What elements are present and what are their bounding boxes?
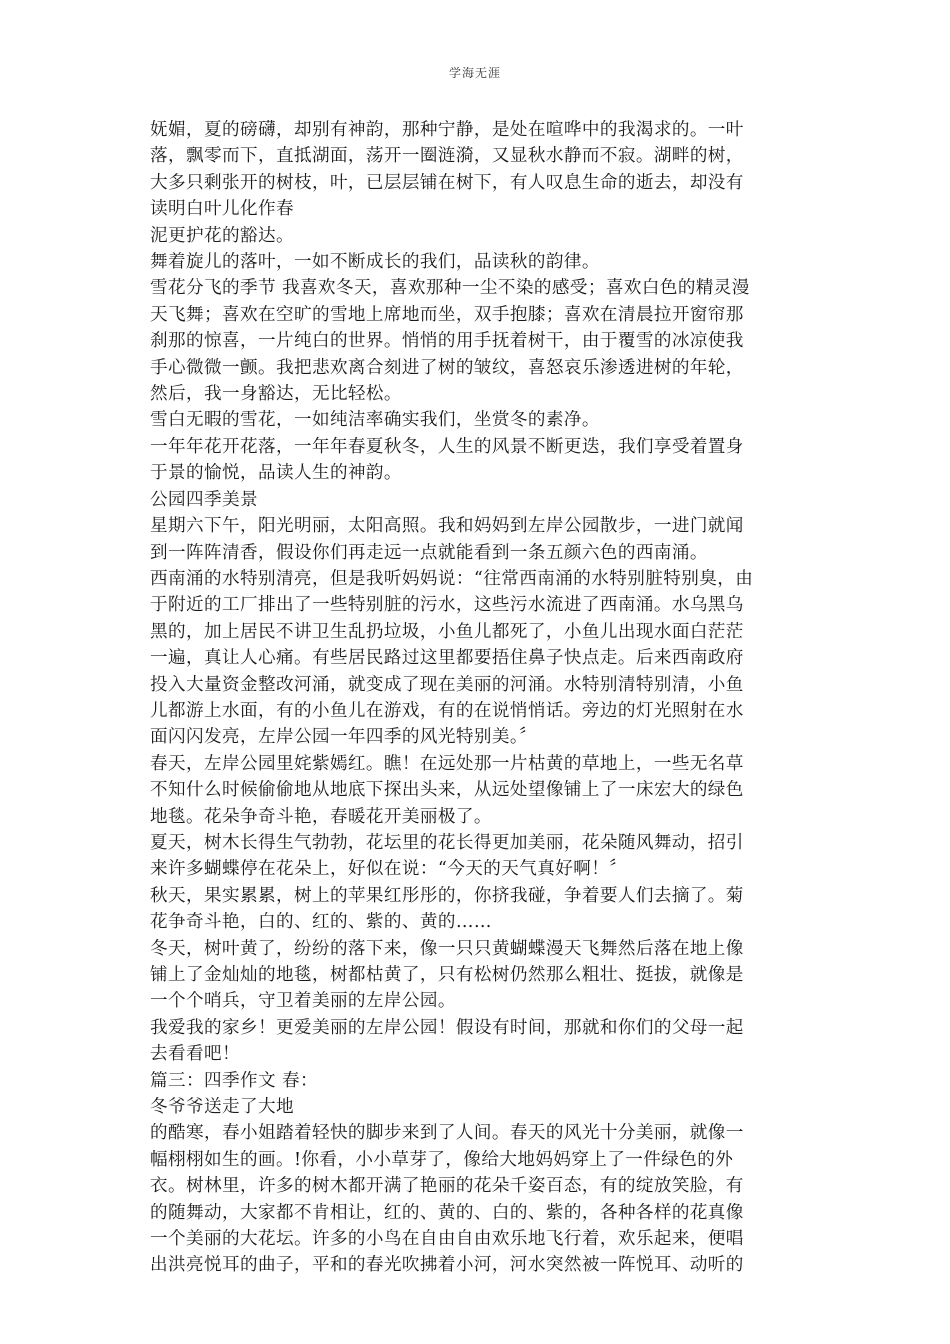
text-line: 雪白无暇的雪花，一如纯洁率确实我们，坐赏冬的素净。	[150, 410, 600, 431]
text-line: 泥更护花的豁达。	[150, 225, 294, 246]
text-line: 冬天，树叶黄了，纷纷的落下来，像一只只黄蝴蝶漫天飞舞然后落在地上像	[150, 938, 744, 959]
text-line: 舞着旋儿的落叶，一如不断成长的我们，品读秋的韵律。	[150, 252, 600, 273]
document-body	[150, 117, 790, 1279]
text-line: 天飞舞；喜欢在空旷的雪地上席地而坐，双手抱膝；喜欢在清晨拉开窗帘那	[150, 304, 744, 325]
text-line: 大多只剩张开的树枝，叶，已层层铺在树下，有人叹息生命的逝去，却没有	[150, 172, 744, 193]
text-line: 不知什么时候偷偷地从地底下探出头来，从远处望像铺上了一床宏大的绿色	[150, 780, 744, 801]
text-line: 西南涌的水特别清亮，但是我听妈妈说：“往常西南涌的水特别脏特别臭，由	[150, 568, 754, 589]
text-line: 秋天，果实累累，树上的苹果红彤彤的，你挤我碰，争着要人们去摘了。菊	[150, 885, 744, 906]
text-line: 一遍，真让人心痛。有些居民路过这里都要捂住鼻子快点走。后来西南政府	[150, 648, 744, 669]
text-line: 面闪闪发亮，左岸公园一年四季的风光特别美。〞	[150, 727, 538, 748]
text-line: 到一阵阵清香，假设你们再走远一点就能看到一条五颜六色的西南涌。	[150, 542, 708, 563]
text-line: 妩媚，夏的磅礴，却别有神韵，那种宁静，是处在喧哗中的我渴求的。一叶	[150, 120, 744, 140]
text-line: 读明白叶儿化作春	[150, 199, 294, 220]
text-line: 于附近的工厂排出了一些特别脏的污水，这些污水流进了西南涌。水乌黑乌	[150, 595, 744, 616]
text-line: 衣。树林里，许多的树木都开满了艳丽的花朵千姿百态，有的绽放笑脸，有	[150, 1176, 744, 1197]
text-line: 雪花分飞的季节 我喜欢冬天，喜欢那种一尘不染的感受；喜欢白色的精灵漫	[150, 278, 750, 299]
page-header: 学海无涯	[448, 66, 501, 80]
text-line: 地毯。花朵争奇斗艳，春暖花开美丽极了。	[150, 806, 492, 827]
text-line: 儿都游上水面，有的小鱼儿在游戏，有的在说悄悄话。旁边的灯光照射在水	[150, 700, 744, 721]
text-line: 一个个哨兵，守卫着美丽的左岸公园。	[150, 991, 456, 1012]
text-line: 夏天，树木长得生气勃勃，花坛里的花长得更加美丽，花朵随风舞动，招引	[150, 832, 744, 853]
text-line: 的随舞动，大家都不肯相让，红的、黄的、白的、紫的，各种各样的花真像	[150, 1202, 744, 1223]
text-line: 花争奇斗艳，白的、红的、紫的、黄的……	[150, 912, 492, 933]
text-line: 一个美丽的大花坛。许多的小鸟在自由自由欢乐地飞行着，欢乐起来，便唱	[150, 1229, 744, 1250]
text-line: 去看看吧！	[150, 1044, 240, 1065]
text-line: 我爱我的家乡！更爱美丽的左岸公园！假设有时间，那就和你们的父母一起	[150, 1017, 744, 1038]
text-line: 冬爷爷送走了大地	[150, 1097, 294, 1118]
text-line: 的酷寒，春小姐踏着轻快的脚步来到了人间。春天的风光十分美丽，就像一	[150, 1123, 744, 1144]
text-line: 于景的愉悦，品读人生的神韵。	[150, 463, 402, 484]
section-heading: 篇三：四季作文 春：	[150, 1070, 318, 1091]
text-line: 春天，左岸公园里姹紫嫣红。瞧！在远处那一片枯黄的草地上，一些无名草	[150, 753, 744, 774]
section-heading: 公园四季美景	[150, 489, 258, 510]
text-line: 星期六下午，阳光明丽，太阳高照。我和妈妈到左岸公园散步，一进门就闻	[150, 516, 744, 537]
text-line: 出洪亮悦耳的曲子，平和的春光吹拂着小河，河水突然被一阵悦耳、动听的	[150, 1255, 744, 1276]
text-line: 然后，我一身豁达，无比轻松。	[150, 384, 402, 405]
text-line: 落，飘零而下，直抵湖面，荡开一圈涟漪，又显秋水静而不寂。湖畔的树，	[150, 146, 744, 167]
text-line: 来许多蝴蝶停在花朵上，好似在说：“今天的天气真好啊！〞	[150, 859, 628, 880]
text-line: 手心微微一颤。我把悲欢离合刻进了树的皱纹，喜怒哀乐渗透进树的年轮，	[150, 357, 744, 378]
text-line: 铺上了金灿灿的地毯，树都枯黄了，只有松树仍然那么粗壮、挺拔，就像是	[150, 965, 744, 985]
text-line: 刹那的惊喜，一片纯白的世界。悄悄的用手抚着树干，由于覆雪的冰凉使我	[150, 331, 744, 352]
text-line: 黑的，加上居民不讲卫生乱扔垃圾，小鱼儿都死了，小鱼儿出现水面白茫茫	[150, 621, 744, 642]
text-line: 一年年花开花落，一年年春夏秋冬，人生的风景不断更迭，我们享受着置身	[150, 436, 744, 457]
text-line: 投入大量资金整改河涌，就变成了现在美丽的河涌。水特别清特别清，小鱼	[150, 674, 744, 695]
text-line: 幅栩栩如生的画。!你看，小小草芽了，像给大地妈妈穿上了一件绿色的外	[150, 1149, 734, 1170]
